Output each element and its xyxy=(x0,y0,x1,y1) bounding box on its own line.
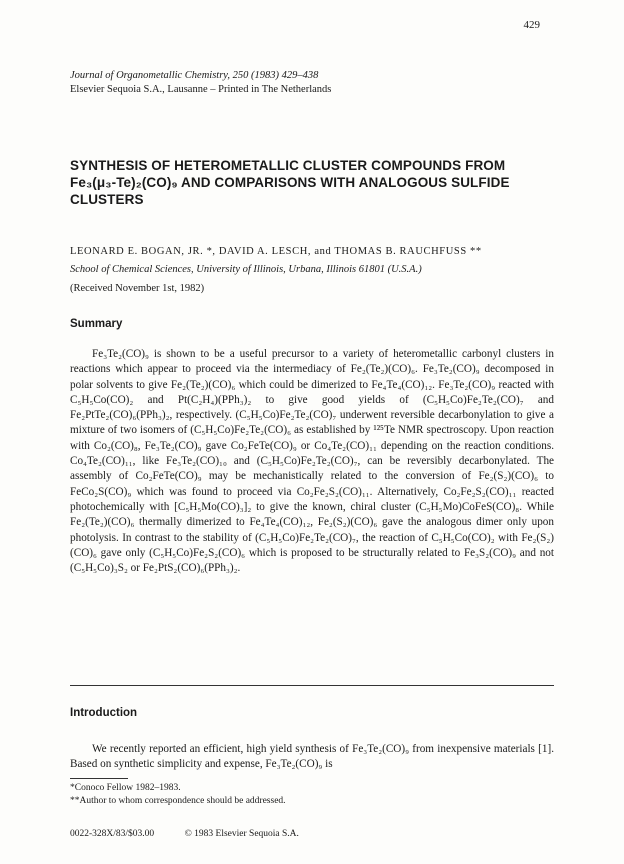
article-code: 0022-328X/83/$03.00 xyxy=(70,829,155,839)
introduction-heading: Introduction xyxy=(70,707,138,719)
received-date: (Received November 1st, 1982) xyxy=(70,283,205,294)
footnote-2: **Author to whom correspondence should be addressed. xyxy=(70,796,286,806)
publisher-line: Elsevier Sequoia S.A., Lausanne – Printed in The Netherlands xyxy=(70,84,332,95)
summary-divider xyxy=(70,685,554,686)
footnotes xyxy=(70,782,286,808)
article-title: SYNTHESIS OF HETEROMETALLIC CLUSTER COMPOUNDS FROM Fe₃(μ₃-Te)₂(CO)₉ AND COMPARISONS WITH ANALOGOUS SULFIDE CLUSTERS xyxy=(70,158,510,207)
journal-info xyxy=(70,69,331,97)
footnote-1: *Conoco Fellow 1982–1983. xyxy=(70,783,181,793)
bottom-line xyxy=(70,829,299,839)
page-number: 429 xyxy=(523,19,540,31)
author-list: LEONARD E. BOGAN, JR. *, DAVID A. LESCH, and THOMAS B. RAUCHFUSS ** xyxy=(70,246,482,257)
affiliation: School of Chemical Sciences, University of Illinois, Urbana, Illinois 61801 (U.S.A.) xyxy=(70,264,422,275)
copyright: © 1983 Elsevier Sequoia S.A. xyxy=(184,829,299,839)
journal-citation: Journal of Organometallic Chemistry, 250 (1983) 429–438 xyxy=(70,70,319,81)
introduction-text: We recently reported an efficient, high yield synthesis of Fe₃Te₂(CO)₉ from inexpensive materials [1]. Based on synthetic simplicity and expense, Fe₃Te₂(CO)₉ is xyxy=(70,743,554,771)
footnote-divider xyxy=(70,778,128,779)
summary-text: Fe₃Te₂(CO)₉ is shown to be a useful precursor to a variety of heterometallic carbonyl clusters in reactions which appear to proceed via the intermediacy of Fe₂(Te₂)(CO)₆. Fe₃Te₂(CO)₉ decomposed in polar solvents to give Fe₂(Te₂)(CO)₆ which could be dimerized to Fe₄Te₄(CO)₁₂. Fe₃Te₂(CO)₉ reacted with C₅H₅Co(CO)₂ and Pt(C₂H₄)(PPh₃)₂ to give good yields of (C₅H₅Co)Fe₂Te₂(CO)₇ and Fe₂PtTe₂(CO)₆(PPh₃)₂, respectively. (C₅H₅Co)Fe₂Te₂(CO)₇ underwent reversible decarbonylation to give a mixture of two isomers of (C₅H₅Co)Fe₂Te₂(CO)₆ as established by ¹²⁵Te NMR spectroscopy. Upon reaction with Co₂(CO)₈, Fe₃Te₂(CO)₉ gave Co₂FeTe(CO)₉ or Co₄Te₂(CO)₁₁ depending on the reaction conditions. Co₄Te₂(CO)₁₁, like Fe₃Te₂(CO)₁₀ and (C₅H₅Co)Fe₂Te₂(CO)₇, can be reversibly decarbonylated. The assembly of Co₂FeTe(CO)₉ may be mechanistically related to the conversion of Fe₂(S₂)(CO)₆ to FeCo₂S(CO)₉ which was found to proceed via Co₂Fe₂S₂(CO)₁₁. Alternatively, Co₂Fe₂S₂(CO)₁₁ reacted photochemically with [C₅H₅Mo(CO)₃]₂ to give the known, chiral cluster (C₅H₅Mo)CoFeS(CO)₈. While Fe₂(Te₂)(CO)₆ thermally dimerized to Fe₄Te₄(CO)₁₂, Fe₂(S₂)(CO)₆ gave the analogous dimer only upon photolysis. In contrast to the stability of (C₅H₅Co)Fe₂Te₂(CO)₇, the reaction of C₅H₅Co(CO)₂ with Fe₂(S₂)(CO)₆ gave only (C₅H₅Co)Fe₂S₂(CO)₆ which is proposed to be structurally related to Fe₃S₂(CO)₉ and not (C₅H₅Co)₃S₂ or Fe₂PtS₂(CO)₆(PPh₃)₂. xyxy=(70,348,554,575)
summary-heading: Summary xyxy=(70,318,123,330)
